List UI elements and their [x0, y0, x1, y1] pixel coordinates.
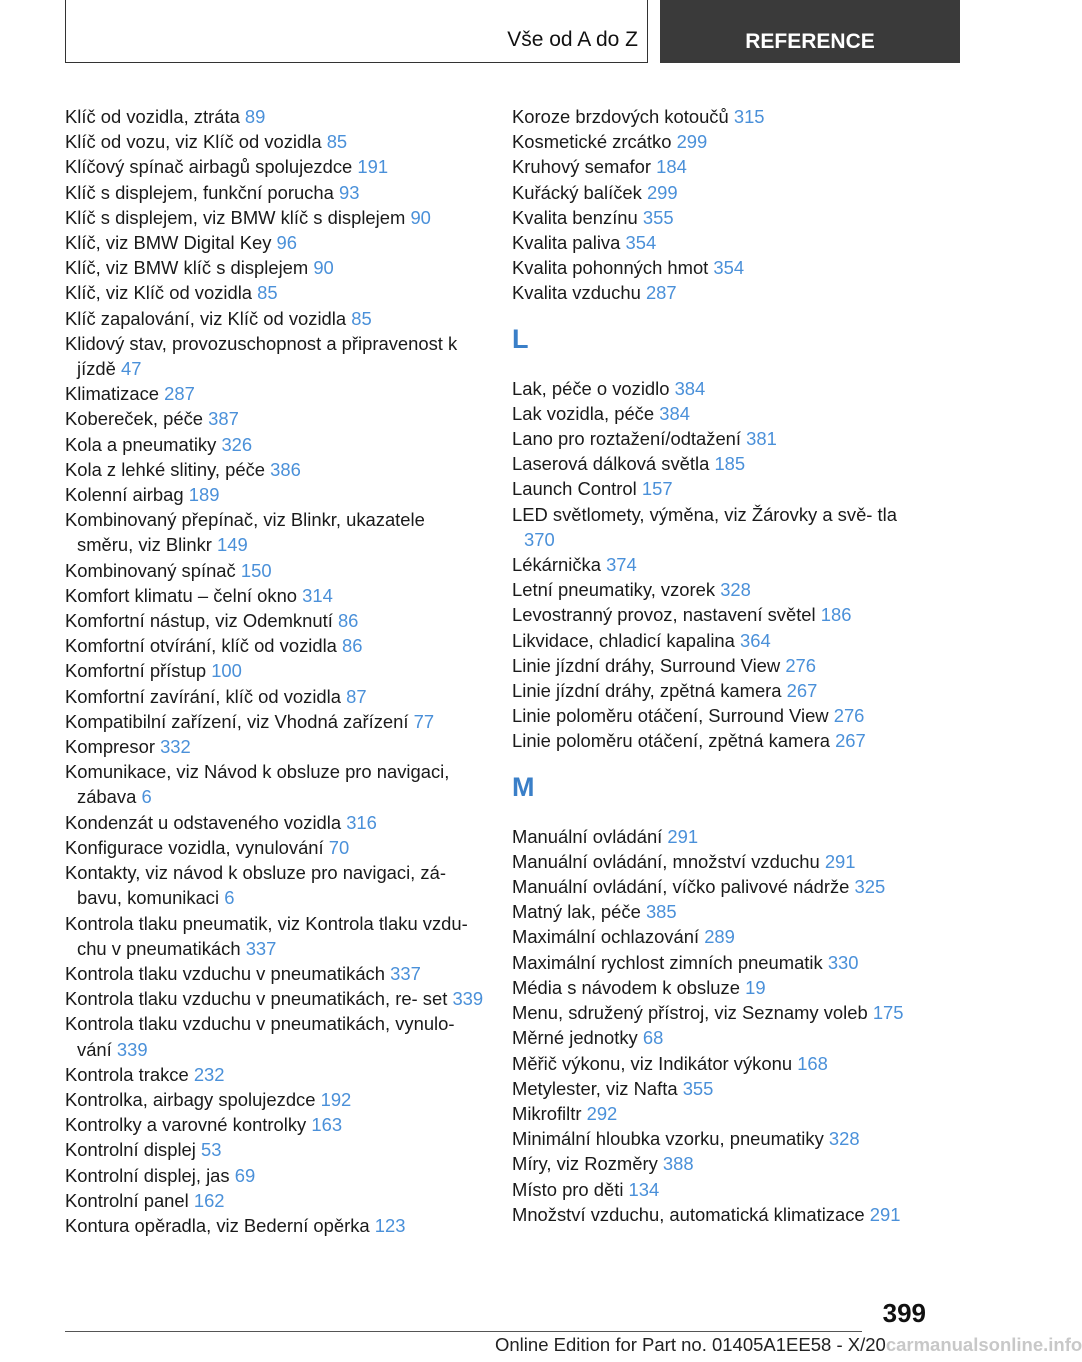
index-entry	[512, 401, 932, 426]
index-entry-text: Klíč s displejem, funkční porucha	[65, 181, 334, 203]
index-page-link[interactable]: 387	[208, 408, 239, 430]
index-entry-text: Laserová dálková světla	[512, 453, 710, 475]
index-page-link[interactable]: 355	[642, 206, 674, 228]
index-page-link[interactable]: 381	[746, 428, 777, 450]
index-entry-text: Kvalita benzínu	[512, 206, 638, 228]
index-page-link[interactable]: 384	[674, 377, 706, 399]
index-entry	[512, 728, 932, 753]
index-entry	[512, 874, 932, 899]
index-entry	[512, 1025, 932, 1050]
index-entry-text: Kontrola trakce	[65, 1063, 189, 1085]
index-letter-m: M	[512, 771, 535, 802]
index-page-link[interactable]: 314	[302, 584, 333, 606]
index-entry	[512, 824, 932, 849]
index-entry	[65, 1011, 485, 1061]
index-page-link[interactable]: 354	[713, 257, 745, 279]
index-entry-text: Letní pneumatiky, vzorek	[512, 579, 716, 601]
index-entry-text: Maximální rychlost zimních pneumatik	[512, 951, 823, 973]
index-entry-text: Měrné jednotky	[512, 1027, 638, 1049]
index-entry	[512, 678, 932, 703]
index-page-link[interactable]: 47	[120, 358, 142, 380]
index-entry-text: Kontrolní displej	[65, 1139, 196, 1161]
index-page-link[interactable]: 325	[854, 876, 886, 898]
index-entry	[512, 653, 932, 678]
index-page-link[interactable]: 339	[452, 988, 484, 1010]
index-entry	[512, 154, 932, 179]
index-entry-text: Matný lak, péče	[512, 901, 641, 923]
header-section-title: Vše od A do Z	[507, 28, 638, 51]
index-entry-text: Kontrola tlaku vzduchu v pneumatikách	[65, 962, 385, 984]
index-entry-text: Kvalita pohonných hmot	[512, 257, 709, 279]
index-page-link[interactable]: 330	[827, 951, 859, 973]
index-entry-text: Klíč, viz BMW Digital Key	[65, 232, 272, 254]
index-entry-text: Linie jízdní dráhy, Surround View	[512, 654, 781, 676]
footer	[495, 1334, 1082, 1356]
index-entry	[512, 1000, 932, 1025]
index-page-link[interactable]: 332	[160, 736, 191, 758]
index-entry	[512, 255, 932, 280]
index-entry-text: Klimatizace	[65, 383, 160, 405]
index-page-link[interactable]: 370	[524, 528, 555, 550]
index-entry	[65, 558, 485, 583]
index-entry	[65, 860, 485, 910]
index-entry	[512, 924, 932, 949]
index-page-link[interactable]: 386	[270, 458, 301, 480]
index-entry	[65, 154, 485, 179]
index-entry-text: Manuální ovládání	[512, 825, 663, 847]
index-entry	[65, 1213, 485, 1238]
index-entry-text: Kombinovaný přepínač, viz Blinkr, ukazatele směru, viz Blinkr	[65, 509, 425, 556]
index-entry	[65, 1188, 485, 1213]
index-entry	[512, 230, 932, 255]
index-page-link[interactable]: 150	[240, 559, 272, 581]
index-page-link[interactable]: 299	[676, 131, 708, 153]
index-entry-text: Kontrola tlaku pneumatik, viz Kontrola tlaku vzdu- chu v pneumatikách	[65, 912, 468, 959]
index-page-link[interactable]: 185	[714, 453, 746, 475]
index-page-link[interactable]: 276	[785, 654, 816, 676]
index-page-link[interactable]: 388	[662, 1153, 694, 1175]
index-entry	[65, 583, 485, 608]
index-entry	[65, 1062, 485, 1087]
index-entry-text: Konfigurace vozidla, vynulování	[65, 836, 324, 858]
index-entry	[65, 280, 485, 305]
index-page-link[interactable]: 385	[645, 901, 677, 923]
index-entry-text: Kvalita vzduchu	[512, 282, 641, 304]
index-entry-text: Linie poloměru otáčení, zpětná kamera	[512, 730, 830, 752]
footer-watermark: carmanualsonline.info	[885, 1334, 1082, 1355]
index-page-link[interactable]: 86	[342, 635, 363, 657]
index-entry-text: Kola a pneumatiky	[65, 433, 217, 455]
index-entry-text: Kontakty, viz návod k obsluze pro navigaci, zá- bavu, komunikaci	[65, 862, 446, 909]
index-page-link[interactable]: 291	[824, 850, 856, 872]
index-entry	[512, 950, 932, 975]
index-entry-text: Míry, viz Rozměry	[512, 1153, 658, 1175]
index-entry	[65, 482, 485, 507]
index-entry	[65, 255, 485, 280]
index-entry	[512, 451, 932, 476]
index-entry-text: Komfortní přístup	[65, 660, 207, 682]
index-page-link[interactable]: 289	[704, 926, 735, 948]
index-entry-text: Kompatibilní zařízení, viz Vhodná zařízení	[65, 710, 409, 732]
index-page-link[interactable]: 339	[116, 1038, 148, 1060]
index-entry	[65, 709, 485, 734]
index-entry-text: Komfortní nástup, viz Odemknutí	[65, 610, 333, 632]
index-page-link[interactable]: 69	[234, 1164, 256, 1186]
index-entry-text: Kolenní airbag	[65, 484, 184, 506]
index-page-link[interactable]: 85	[257, 282, 278, 304]
index-page-link[interactable]: 384	[659, 402, 690, 424]
index-page-link[interactable]: 186	[820, 604, 852, 626]
index-entry-text: Lak, péče o vozidlo	[512, 377, 670, 399]
index-column-left	[65, 104, 485, 1238]
index-entry-text: Klíč zapalování, viz Klíč od vozidla	[65, 307, 347, 329]
index-entry-text: Klíč, viz BMW klíč s displejem	[65, 257, 309, 279]
index-entry	[512, 129, 932, 154]
index-page-link[interactable]: 292	[586, 1102, 618, 1124]
index-entry-text: Mikrofiltr	[512, 1102, 582, 1124]
index-page-link[interactable]: 191	[357, 156, 389, 178]
index-entry-text: Komfortní zavírání, klíč od vozidla	[65, 685, 341, 707]
index-entry	[512, 602, 932, 627]
index-entry-text: Klíč od vozu, viz Klíč od vozidla	[65, 131, 322, 153]
index-entry-text: Média s návodem k obsluze	[512, 976, 740, 998]
index-entry-text: Kobereček, péče	[65, 408, 204, 430]
index-page-link[interactable]: 299	[646, 181, 678, 203]
index-page-link[interactable]: 337	[390, 962, 421, 984]
page-number: 399	[882, 1298, 926, 1328]
index-entry	[512, 577, 932, 602]
index-page-link[interactable]: 267	[835, 730, 866, 752]
index-entry	[512, 1051, 932, 1076]
index-entry	[512, 502, 932, 552]
index-entry	[65, 684, 485, 709]
index-entry	[65, 331, 485, 381]
index-entry-text: Komfortní otvírání, klíč od vozidla	[65, 635, 337, 657]
index-page-link[interactable]: 364	[740, 629, 771, 651]
index-entry	[512, 1151, 932, 1176]
index-group-l	[512, 376, 932, 754]
index-entry	[512, 1101, 932, 1126]
index-entry	[512, 552, 932, 577]
index-page-link[interactable]: 134	[628, 1178, 660, 1200]
index-group-m	[512, 824, 932, 1227]
index-page-link[interactable]: 6	[224, 887, 235, 909]
index-page-link[interactable]: 287	[645, 282, 677, 304]
index-page-link[interactable]: 326	[221, 433, 253, 455]
index-page-link[interactable]: 77	[413, 710, 435, 732]
index-entry-text: Kombinovaný spínač	[65, 559, 236, 581]
index-entry	[512, 1126, 932, 1151]
index-entry	[512, 1177, 932, 1202]
index-entry	[65, 205, 485, 230]
index-page-link[interactable]: 328	[720, 579, 751, 601]
index-entry	[65, 406, 485, 431]
index-page-link[interactable]: 87	[346, 685, 367, 707]
index-entry	[512, 205, 932, 230]
index-entry-text: Launch Control	[512, 478, 637, 500]
index-entry	[512, 1202, 932, 1227]
index-entry-text: Lano pro roztažení/odtažení	[512, 428, 742, 450]
index-page-link[interactable]: 90	[313, 257, 334, 279]
index-entry	[65, 457, 485, 482]
index-page-link[interactable]: 276	[833, 705, 865, 727]
index-entry-text: Množství vzduchu, automatická klimatizace	[512, 1203, 865, 1225]
index-entry-text: Lékárnička	[512, 554, 601, 576]
index-page-link[interactable]: 189	[188, 484, 220, 506]
index-entry-text: Kola z lehké slitiny, péče	[65, 458, 266, 480]
index-entry	[65, 1087, 485, 1112]
index-entry	[512, 1076, 932, 1101]
index-entry-text: Minimální hloubka vzorku, pneumatiky	[512, 1128, 824, 1150]
index-page-link[interactable]: 291	[667, 825, 699, 847]
index-entry	[512, 899, 932, 924]
index-page-link[interactable]: 6	[141, 786, 152, 808]
index-page-link[interactable]: 85	[326, 131, 348, 153]
index-entry-text: Kvalita paliva	[512, 232, 621, 254]
header-reference-badge: REFERENCE	[660, 0, 960, 63]
index-entry-text: LED světlomety, výměna, viz Žárovky a svě- tla	[512, 503, 897, 525]
index-entry-text: Metylester, viz Nafta	[512, 1077, 678, 1099]
index-page-link[interactable]: 291	[869, 1203, 901, 1225]
index-entry	[512, 180, 932, 205]
index-entry-text: Maximální ochlazování	[512, 926, 700, 948]
index-page-link[interactable]: 70	[328, 836, 350, 858]
footer-edition: Online Edition for Part no. 01405A1EE58 - X/20	[495, 1334, 886, 1355]
index-entry	[65, 810, 485, 835]
index-entry	[512, 104, 932, 129]
index-entry	[65, 986, 485, 1011]
index-entry-text: Kondenzát u odstaveného vozidla	[65, 811, 342, 833]
index-letter-l: L	[512, 323, 529, 354]
index-page-link[interactable]: 168	[797, 1052, 828, 1074]
index-page-link[interactable]: 328	[828, 1128, 860, 1150]
index-page-link[interactable]: 86	[337, 610, 359, 632]
index-entry-text: Klidový stav, provozuschopnost a připravenost k jízdě	[65, 332, 458, 380]
index-entry	[65, 835, 485, 860]
footer-divider	[65, 1331, 862, 1332]
index-page-link[interactable]: 374	[606, 554, 637, 576]
index-entry	[65, 507, 485, 557]
index-entry-text: Klíč od vozidla, ztráta	[65, 106, 240, 127]
index-entry-text: Linie jízdní dráhy, zpětná kamera	[512, 680, 782, 702]
index-entry-text: Komfort klimatu – čelní okno	[65, 584, 298, 606]
index-page-link[interactable]: 163	[311, 1114, 343, 1136]
index-entry	[65, 104, 485, 129]
index-entry-text: Klíč, viz Klíč od vozidla	[65, 282, 253, 304]
index-entry	[65, 759, 485, 809]
index-entry	[65, 230, 485, 255]
index-entry-text: Likvidace, chladicí kapalina	[512, 629, 735, 651]
index-page-link[interactable]: 68	[642, 1027, 664, 1049]
index-entry-text: Kruhový semafor	[512, 156, 652, 178]
index-page-link[interactable]: 157	[641, 478, 673, 500]
index-entry	[65, 608, 485, 633]
index-entry-text: Klíč s displejem, viz BMW klíč s displejem	[65, 206, 406, 228]
index-page-link[interactable]: 192	[320, 1088, 352, 1110]
index-entry-text: Měřič výkonu, viz Indikátor výkonu	[512, 1052, 793, 1074]
index-entry-text: Kontrola tlaku vzduchu v pneumatikách, vynulo- vání	[65, 1013, 455, 1060]
index-page-link[interactable]: 90	[410, 206, 431, 228]
index-entry-text: Klíčový spínač airbagů spolujezdce	[65, 156, 353, 178]
index-page-link[interactable]: 337	[245, 937, 277, 959]
index-page-link[interactable]: 267	[786, 680, 818, 702]
index-entry	[65, 911, 485, 961]
index-page-link[interactable]: 53	[200, 1139, 222, 1161]
index-entry	[512, 376, 932, 401]
index-entry-text: Koroze brzdových kotoučů	[512, 106, 729, 127]
index-entry	[65, 1163, 485, 1188]
index-page-link[interactable]: 162	[193, 1189, 225, 1211]
index-entry	[65, 1112, 485, 1137]
index-entry	[65, 306, 485, 331]
index-entry-text: Místo pro děti	[512, 1178, 624, 1200]
index-entry-text: Kontrolní panel	[65, 1189, 189, 1211]
index-entry-text: Manuální ovládání, víčko palivové nádrže	[512, 876, 850, 898]
index-entry	[512, 476, 932, 501]
index-entry-text: Kosmetické zrcátko	[512, 131, 672, 153]
index-entry-text: Levostranný provoz, nastavení světel	[512, 604, 816, 626]
index-entry-text: Menu, sdružený přístroj, viz Seznamy voleb	[512, 1002, 868, 1024]
index-entry-text: Kontura opěradla, viz Bederní opěrka	[65, 1214, 370, 1236]
index-entry	[512, 426, 932, 451]
index-entry-text: Kompresor	[65, 736, 155, 758]
index-entry-text: Kontrolní displej, jas	[65, 1164, 230, 1186]
index-page-link[interactable]: 315	[733, 106, 765, 127]
index-entry-text: Kontrola tlaku vzduchu v pneumatikách, re- set	[65, 988, 448, 1010]
index-entry	[512, 975, 932, 1000]
index-entry	[65, 381, 485, 406]
index-entry-text: Kuřácký balíček	[512, 181, 642, 203]
index-page-link[interactable]: 123	[374, 1214, 406, 1236]
index-entry	[65, 432, 485, 457]
index-group-k-continued	[512, 104, 932, 306]
index-entry	[512, 849, 932, 874]
index-entry	[65, 734, 485, 759]
index-entry-text: Kontrolky a varovné kontrolky	[65, 1114, 307, 1136]
index-page-link[interactable]: 354	[625, 232, 657, 254]
index-page-link[interactable]: 287	[164, 383, 195, 405]
index-page-link[interactable]: 149	[217, 534, 248, 556]
index-entry	[65, 658, 485, 683]
index-entry	[65, 129, 485, 154]
index-page-link[interactable]: 316	[346, 811, 377, 833]
index-entry-text: Komunikace, viz Návod k obsluze pro navigaci, zábava	[65, 761, 450, 808]
index-column-right	[512, 104, 932, 1227]
index-entry-text: Manuální ovládání, množství vzduchu	[512, 850, 820, 872]
index-page-link[interactable]: 96	[276, 232, 298, 254]
index-entry-text: Kontrolka, airbagy spolujezdce	[65, 1088, 316, 1110]
index-page-link[interactable]: 100	[211, 660, 242, 682]
index-entry-text: Lak vozidla, péče	[512, 402, 655, 424]
index-entry	[65, 180, 485, 205]
index-page-link[interactable]: 232	[193, 1063, 225, 1085]
index-page-link[interactable]: 355	[682, 1077, 714, 1099]
index-entry	[512, 628, 932, 653]
index-entry	[65, 961, 485, 986]
index-entry	[512, 280, 932, 305]
index-entry	[65, 633, 485, 658]
index-page-link[interactable]: 89	[244, 106, 266, 127]
index-entry	[512, 703, 932, 728]
index-page-link[interactable]: 175	[872, 1002, 904, 1024]
index-page-link[interactable]: 19	[745, 976, 766, 998]
index-page-link[interactable]: 93	[338, 181, 360, 203]
index-page-link[interactable]: 85	[351, 307, 372, 329]
index-entry-text: Linie poloměru otáčení, Surround View	[512, 705, 829, 727]
index-entry	[65, 1137, 485, 1162]
index-page-link[interactable]: 184	[656, 156, 687, 178]
